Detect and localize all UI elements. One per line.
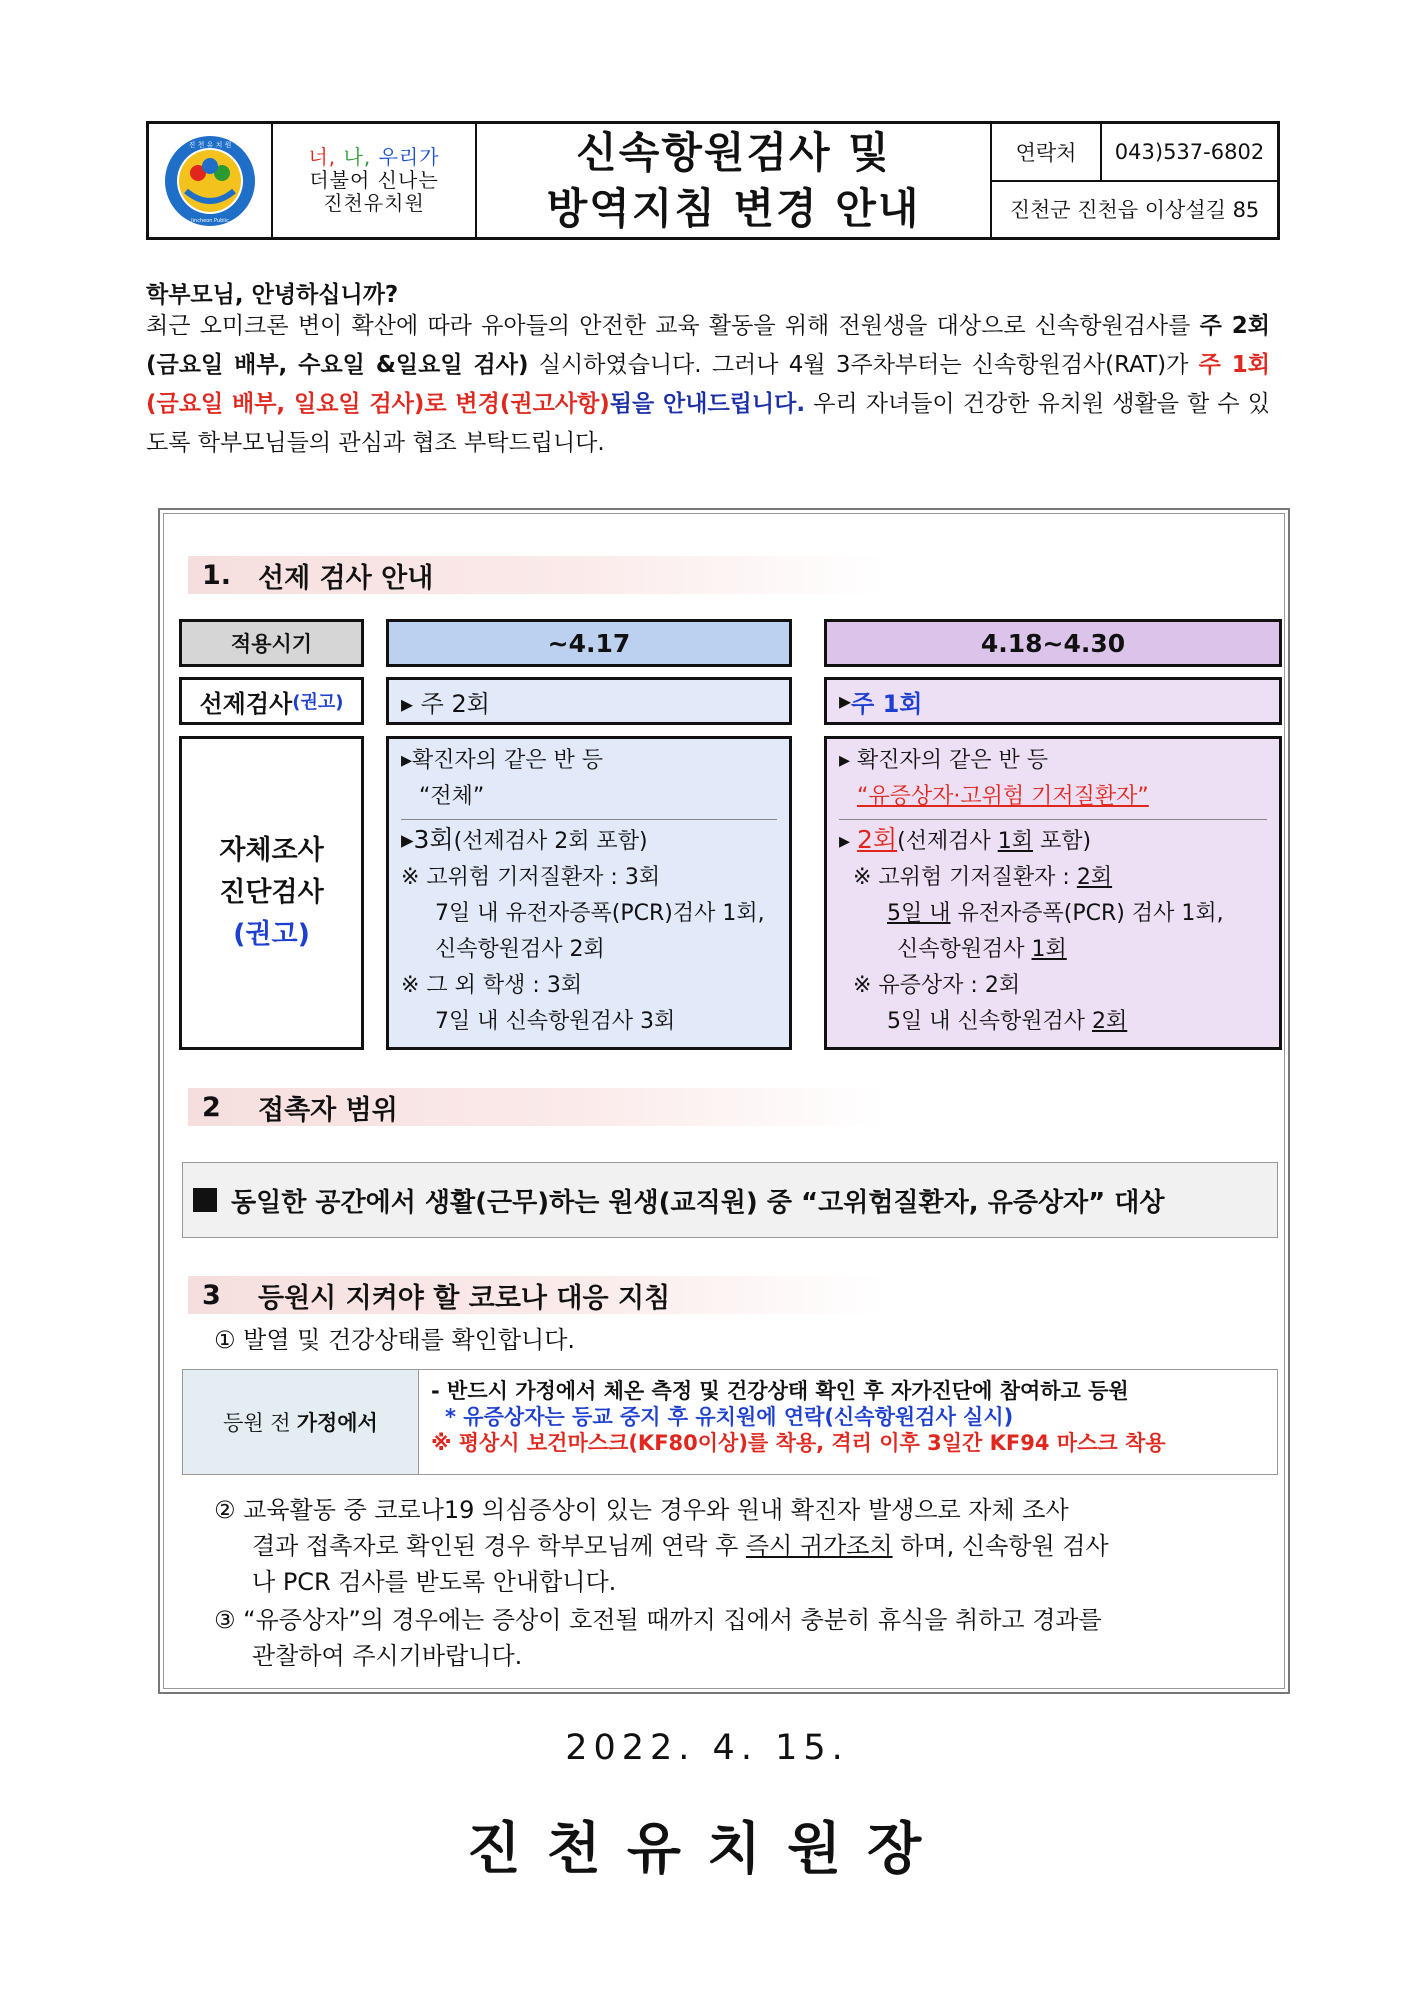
section-title: 등원시 지켜야 할 코로나 대응 지침 bbox=[258, 1282, 671, 1314]
title-line-1: 신속항원검사 및 bbox=[576, 127, 891, 177]
other-rat-line: 7일 내 신속항원검사 3회 bbox=[435, 1009, 676, 1034]
count-note-c: 포함) bbox=[1032, 829, 1092, 854]
period-header-label: 적용시기 bbox=[179, 619, 364, 667]
contact-label: 연락처 bbox=[992, 124, 1102, 180]
guide-line-2: * 유증상자는 등교 중지 후 유치원에 연락(신속항원검사 실시) bbox=[445, 1405, 1014, 1429]
section-1-heading bbox=[188, 556, 888, 594]
symptomatic-rat-count: 2회 bbox=[1092, 1009, 1128, 1034]
label-text: 선제검사 bbox=[199, 689, 293, 718]
intro-red-change: 주 1회(금요일 배부, 일요일 검사)로 변경(권고사항) bbox=[146, 352, 1271, 417]
step-2 bbox=[214, 1492, 1274, 1600]
label-line-2: 진단검사 bbox=[219, 877, 324, 908]
section-2-heading bbox=[188, 1088, 888, 1126]
contact-address: 진천군 진천읍 이상설길 85 bbox=[1009, 198, 1260, 223]
slogan-line-2: 더불어 신나는 bbox=[309, 168, 439, 192]
intro-text-2: 실시하였습니다. 그러나 4월 3주차부터는 신속항원검사(RAT)가 bbox=[528, 352, 1199, 378]
preemptive-col-1: ▸ 주 2회 bbox=[386, 677, 792, 725]
contact-scope-text: 동일한 공간에서 생활(근무)하는 원생(교직원) 중 “고위험질환자, 유증상자” 대상 bbox=[231, 1187, 1165, 1218]
step-1: ① 발열 및 건강상태를 확인합니다. bbox=[214, 1326, 576, 1354]
kindergarten-logo bbox=[149, 124, 273, 237]
slogan-word-2: 나, bbox=[343, 145, 372, 169]
other-students-line: ※ 그 외 학생 : 3회 bbox=[401, 973, 583, 998]
intro-notice: 됨을 안내드립니다. bbox=[609, 391, 806, 417]
section-3-heading bbox=[188, 1276, 888, 1314]
slogan-word-3: 우리가 bbox=[378, 145, 440, 169]
square-bullet-icon bbox=[193, 1188, 217, 1212]
guide-content bbox=[419, 1370, 1277, 1474]
label-line-1: 자체조사 bbox=[219, 835, 324, 866]
high-risk-line: ※ 고위험 기저질환자 : 3회 bbox=[401, 865, 661, 890]
pcr-line: 7일 내 유전자증폭(PCR)검사 1회, bbox=[435, 901, 765, 926]
self-investigation-col-2 bbox=[824, 736, 1282, 1050]
slogan-word-1: 너, bbox=[308, 145, 337, 169]
preemptive-test-label bbox=[179, 677, 364, 725]
count-main: 2회 bbox=[857, 825, 898, 854]
guide-line-1: - 반드시 가정에서 체온 측정 및 건강상태 확인 후 자가진단에 참여하고 등원 bbox=[431, 1379, 1129, 1403]
self-investigation-col-1 bbox=[386, 736, 792, 1050]
target-line: ▸ 확진자의 같은 반 등 bbox=[839, 748, 1049, 773]
slogan-line-3: 진천유치원 bbox=[323, 191, 425, 215]
count-note-a: (선제검사 bbox=[897, 829, 998, 854]
step-3-line-1: ③ “유증상자”의 경우에는 증상이 호전될 때까지 집에서 충분히 휴식을 취하고 경과를 bbox=[214, 1606, 1102, 1634]
period-col-2: 4.18~4.30 bbox=[824, 619, 1282, 667]
preemptive-col-2 bbox=[824, 677, 1282, 725]
document-title bbox=[477, 124, 992, 237]
rat-line: 신속항원검사 2회 bbox=[435, 937, 605, 962]
section-title: 접촉자 범위 bbox=[258, 1094, 398, 1126]
contact-phone: 043)537-6802 bbox=[1114, 139, 1265, 164]
intro-text-1: 최근 오미크론 변이 확산에 따라 유아들의 안전한 교육 활동을 위해 전원생을 대상으로 신속항원검사를 bbox=[146, 313, 1200, 339]
slogan-line-1 bbox=[308, 146, 439, 169]
count-note: (선제검사 2회 포함) bbox=[453, 829, 648, 854]
count-main: ▸3회 bbox=[401, 825, 454, 854]
svg-text:Jincheon Public: Jincheon Public bbox=[191, 217, 229, 224]
home-guideline-box bbox=[182, 1369, 1278, 1475]
contact-info bbox=[992, 124, 1277, 237]
target-line: ▸확진자의 같은 반 등 bbox=[401, 748, 604, 773]
svg-text:진 천 유 치 원: 진 천 유 치 원 bbox=[188, 140, 232, 149]
guide-label bbox=[183, 1370, 419, 1474]
label-line-3: (권고) bbox=[233, 919, 310, 950]
intro-paragraph bbox=[146, 307, 1270, 463]
pcr-days: 5일 내 bbox=[887, 901, 951, 926]
step-2-line-2a: 결과 접촉자로 확인된 경우 학부모님께 연락 후 bbox=[252, 1532, 746, 1560]
step-2-immediate-return: 즉시 귀가조치 bbox=[745, 1532, 893, 1560]
target-value: “전체” bbox=[419, 784, 485, 809]
title-line-2: 방역지침 변경 안내 bbox=[546, 183, 921, 233]
bullet: ▸ bbox=[839, 829, 858, 854]
guide-label-a: 등원 전 bbox=[223, 1411, 291, 1435]
high-risk-line: ※ 고위험 기저질환자 : bbox=[853, 865, 1077, 890]
rat-line: 신속항원검사 bbox=[897, 937, 1032, 962]
guide-line-3: ※ 평상시 보건마스크(KF80이상)를 착용, 격리 이후 3일간 KF94 마스크 착용 bbox=[431, 1431, 1166, 1455]
self-investigation-label bbox=[179, 736, 364, 1050]
step-3-line-2: 관찰하여 주시기바랍니다. bbox=[252, 1642, 523, 1670]
intro-bold-schedule: 주 2회(금요일 배부, 수요일 &일요일 검사) bbox=[146, 313, 1270, 378]
count-note-b: 1회 bbox=[997, 829, 1033, 854]
bullet: ▸ bbox=[839, 687, 852, 715]
target-value: “유증상자·고위험 기저질환자” bbox=[857, 784, 1149, 809]
document-header bbox=[146, 121, 1280, 240]
step-2-line-2b: 하며, 신속항원 검사 bbox=[892, 1532, 1109, 1560]
label-recommend: (권고) bbox=[292, 692, 344, 713]
period-col-1: ~4.17 bbox=[386, 619, 792, 667]
greeting: 학부모님, 안녕하십니까? bbox=[146, 282, 399, 308]
step-2-line-3: 나 PCR 검사를 받도록 안내합니다. bbox=[252, 1568, 617, 1596]
high-risk-count: 2회 bbox=[1076, 865, 1113, 890]
contact-scope-box bbox=[182, 1162, 1278, 1238]
document-date: 2022. 4. 15. bbox=[565, 1728, 849, 1768]
step-3 bbox=[214, 1602, 1274, 1674]
rat-count: 1회 bbox=[1031, 937, 1067, 962]
guidelines-box bbox=[158, 508, 1290, 1694]
section-number: 2 bbox=[202, 1091, 221, 1123]
signature: 진천유치원장 bbox=[466, 1817, 948, 1882]
preemptive-col-2-value: 주 1회 bbox=[851, 689, 923, 718]
symptomatic-line: ※ 유증상자 : 2회 bbox=[853, 973, 1021, 998]
step-2-line-1: ② 교육활동 중 코로나19 의심증상이 있는 경우와 원내 확진자 발생으로 자체 조사 bbox=[214, 1496, 1069, 1524]
pcr-line: 유전자증폭(PCR) 검사 1회, bbox=[950, 901, 1224, 926]
symptomatic-rat-line: 5일 내 신속항원검사 bbox=[887, 1009, 1092, 1034]
guide-label-b: 가정에서 bbox=[296, 1411, 378, 1435]
section-title: 선제 검사 안내 bbox=[258, 562, 434, 594]
slogan bbox=[273, 124, 477, 237]
kindergarten-logo-icon bbox=[162, 133, 258, 229]
section-number: 3 bbox=[202, 1279, 221, 1311]
intro-text-3: 우리 자녀들이 건강한 유치원 생활을 할 수 있도록 학부모님들의 관심과 협조 부탁드립니다. bbox=[146, 391, 1270, 456]
section-number: 1. bbox=[202, 559, 232, 591]
